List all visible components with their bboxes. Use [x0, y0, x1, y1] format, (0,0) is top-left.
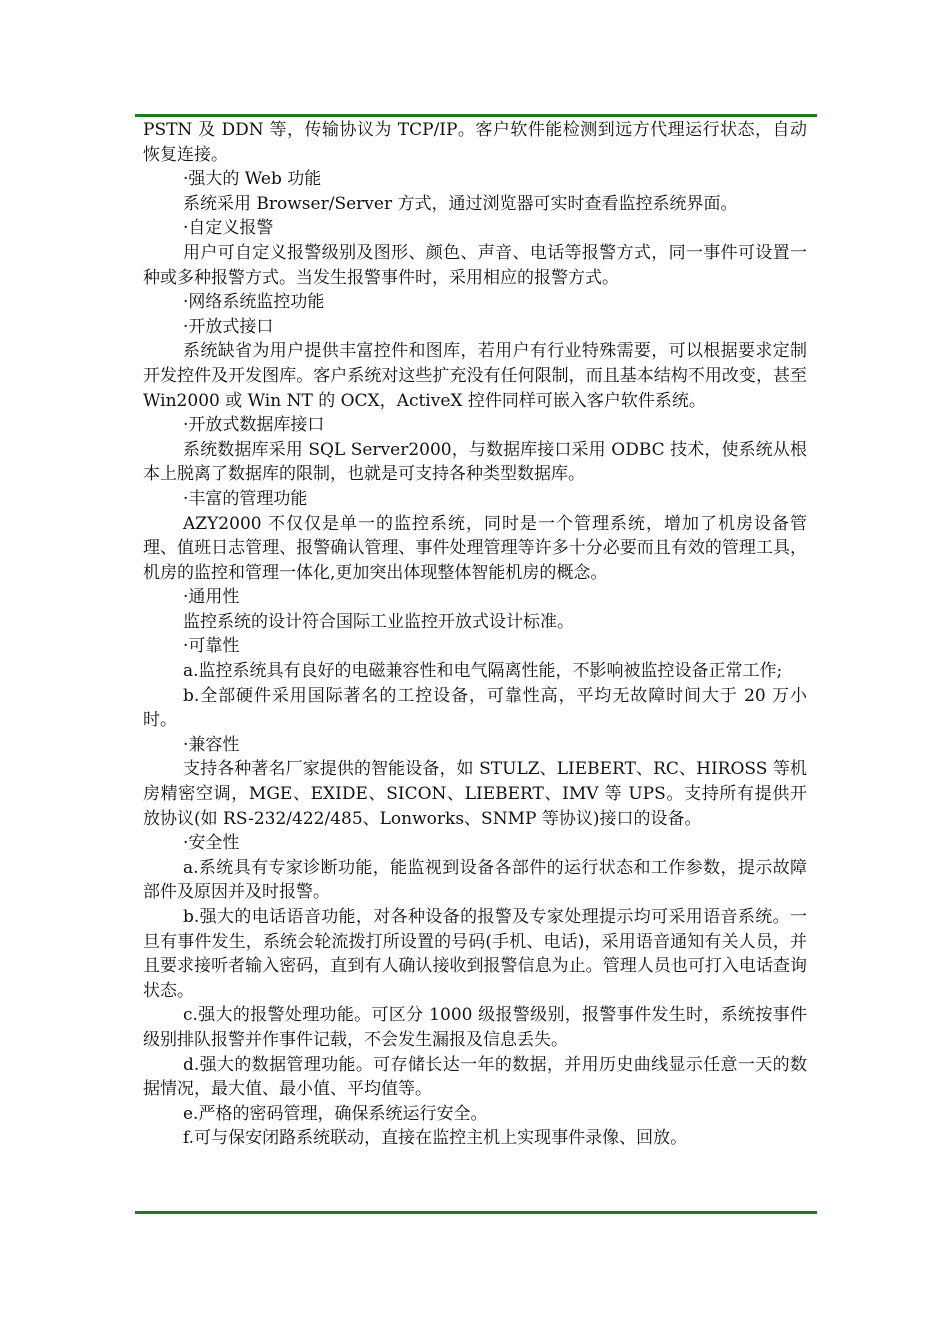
section-heading-network-monitor: ·网络系统监控功能: [183, 292, 325, 313]
body-paragraph: b.强大的电话语音功能，对各种设备的报警及专家处理提示均可采用语音系统。一旦有事件发生，系统会轮流拨打所设置的号码(手机、电话)，采用语音通知有关人员，并且要求接听者输入密码，直到有人确认接收到报警信息为止。管理人员也可打入电话查询状态。: [143, 907, 807, 1001]
body-paragraph: a.监控系统具有良好的电磁兼容性和电气隔离性能，不影响被监控设备正常工作;: [183, 661, 783, 682]
document-body: [143, 118, 807, 1151]
body-paragraph: e.严格的密码管理，确保系统运行安全。: [183, 1103, 488, 1124]
section-heading-open-interface: ·开放式接口: [183, 316, 274, 337]
footer-rule: [135, 1211, 817, 1214]
section-heading-management: ·丰富的管理功能: [183, 488, 308, 509]
section-heading-security: ·安全性: [183, 833, 240, 854]
body-paragraph: AZY2000 不仅仅是单一的监控系统，同时是一个管理系统，增加了机房设备管理、值班日志管理、报警确认管理、事件处理管理等许多十分必要而且有效的管理工具，机房的监控和管理一体化,更加突出体现整体智能机房的概念。: [143, 513, 807, 583]
section-heading-web: ·强大的 Web 功能: [183, 169, 322, 190]
section-heading-universality: ·通用性: [183, 587, 240, 608]
body-paragraph: c.强大的报警处理功能。可区分 1000 级报警级别，报警事件发生时，系统按事件级别排队报警并作事件记载，不会发生漏报及信息丢失。: [143, 1005, 807, 1050]
body-paragraph: b.全部硬件采用国际著名的工控设备，可靠性高，平均无故障时间大于 20 万小时。: [143, 685, 807, 731]
body-paragraph: 用户可自定义报警级别及图形、颜色、声音、电话等报警方式，同一事件可设置一种或多种报警方式。当发生报警事件时，采用相应的报警方式。: [143, 242, 807, 288]
section-heading-custom-alarm: ·自定义报警: [183, 218, 274, 239]
paragraph-continuation: PSTN 及 DDN 等，传输协议为 TCP/IP。客户软件能检测到远方代理运行状态，自动恢复连接。: [143, 120, 807, 165]
section-heading-reliability: ·可靠性: [183, 636, 240, 657]
body-paragraph: f.可与保安闭路系统联动，直接在监控主机上实现事件录像、回放。: [183, 1128, 688, 1149]
body-paragraph: a.系统具有专家诊断功能，能监视到设备各部件的运行状态和工作参数，提示故障部件及原因并及时报警。: [143, 857, 807, 903]
body-paragraph: 系统采用 Browser/Server 方式，通过浏览器可实时查看监控系统界面。: [183, 193, 738, 214]
section-heading-open-database: ·开放式数据库接口: [183, 415, 325, 436]
section-heading-compatibility: ·兼容性: [183, 734, 240, 755]
body-paragraph: 支持各种著名厂家提供的智能设备，如 STULZ、LIEBERT、RC、HIROSS 等机房精密空调，MGE、EXIDE、SICON、LIEBERT、IMV 等 UPS。支持所有提供开放协议(如 RS-232/422/485、Lonworks、SNMP 等协议)接口的设备。: [143, 759, 807, 829]
body-paragraph: 监控系统的设计符合国际工业监控开放式设计标准。: [183, 611, 574, 632]
header-rule: [135, 114, 817, 117]
body-paragraph: 系统数据库采用 SQL Server2000，与数据库接口采用 ODBC 技术，使系统从根本上脱离了数据库的限制，也就是可支持各种类型数据库。: [143, 439, 807, 485]
body-paragraph: d.强大的数据管理功能。可存储长达一年的数据，并用历史曲线显示任意一天的数据情况，最大值、最小值、平均值等。: [143, 1054, 807, 1100]
body-paragraph: 系统缺省为用户提供丰富控件和图库，若用户有行业特殊需要，可以根据要求定制开发控件及开发图库。客户系统对这些扩充没有任何限制，而且基本结构不用改变，甚至 Win2000 或 Win NT 的 OCX，ActiveX 控件同样可嵌入客户软件系统。: [143, 341, 807, 411]
